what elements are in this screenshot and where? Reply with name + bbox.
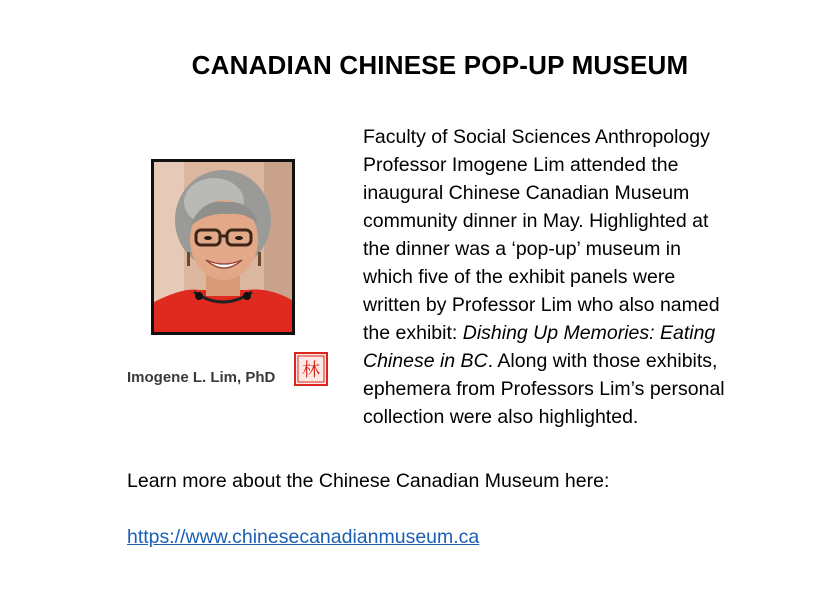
chinese-seal-stamp [294,352,328,386]
body-line: collection were also highlighted. [363,406,639,428]
photo-caption: Imogene L. Lim, PhD [127,369,276,386]
body-line: which five of the exhibit panels were [363,266,676,288]
page-title: CANADIAN CHINESE POP-UP MUSEUM [191,50,689,80]
body-line: written by Professor Lim who also named [363,294,720,316]
seal-character: 林 [302,360,320,381]
body-line-prefix: the exhibit: [363,322,463,344]
portrait-image [154,162,292,332]
body-line: ephemera from Professors Lim’s personal [363,378,725,400]
body-line-exhibit-cont [363,347,763,375]
portrait-photo [151,159,295,335]
body-line: Professor Imogene Lim attended the [363,154,679,176]
exhibit-title-part1: Dishing Up Memories: Eating [462,322,716,344]
learn-more-text: Learn more about the Chinese Canadian Museum here: [127,470,610,492]
body-line-exhibit [363,319,763,347]
exhibit-title-part2: Chinese in BC [363,350,488,372]
body-line: the dinner was a ‘pop-up’ museum in [363,238,681,260]
article-body [363,123,763,431]
body-line: Faculty of Social Sciences Anthropology [363,126,710,148]
body-line-tail: . Along with those exhibits, [487,350,718,372]
body-line: community dinner in May. Highlighted at [363,210,709,232]
body-line: inaugural Chinese Canadian Museum [363,182,690,204]
museum-website-link[interactable]: https://www.chinesecanadianmuseum.ca [127,526,480,548]
